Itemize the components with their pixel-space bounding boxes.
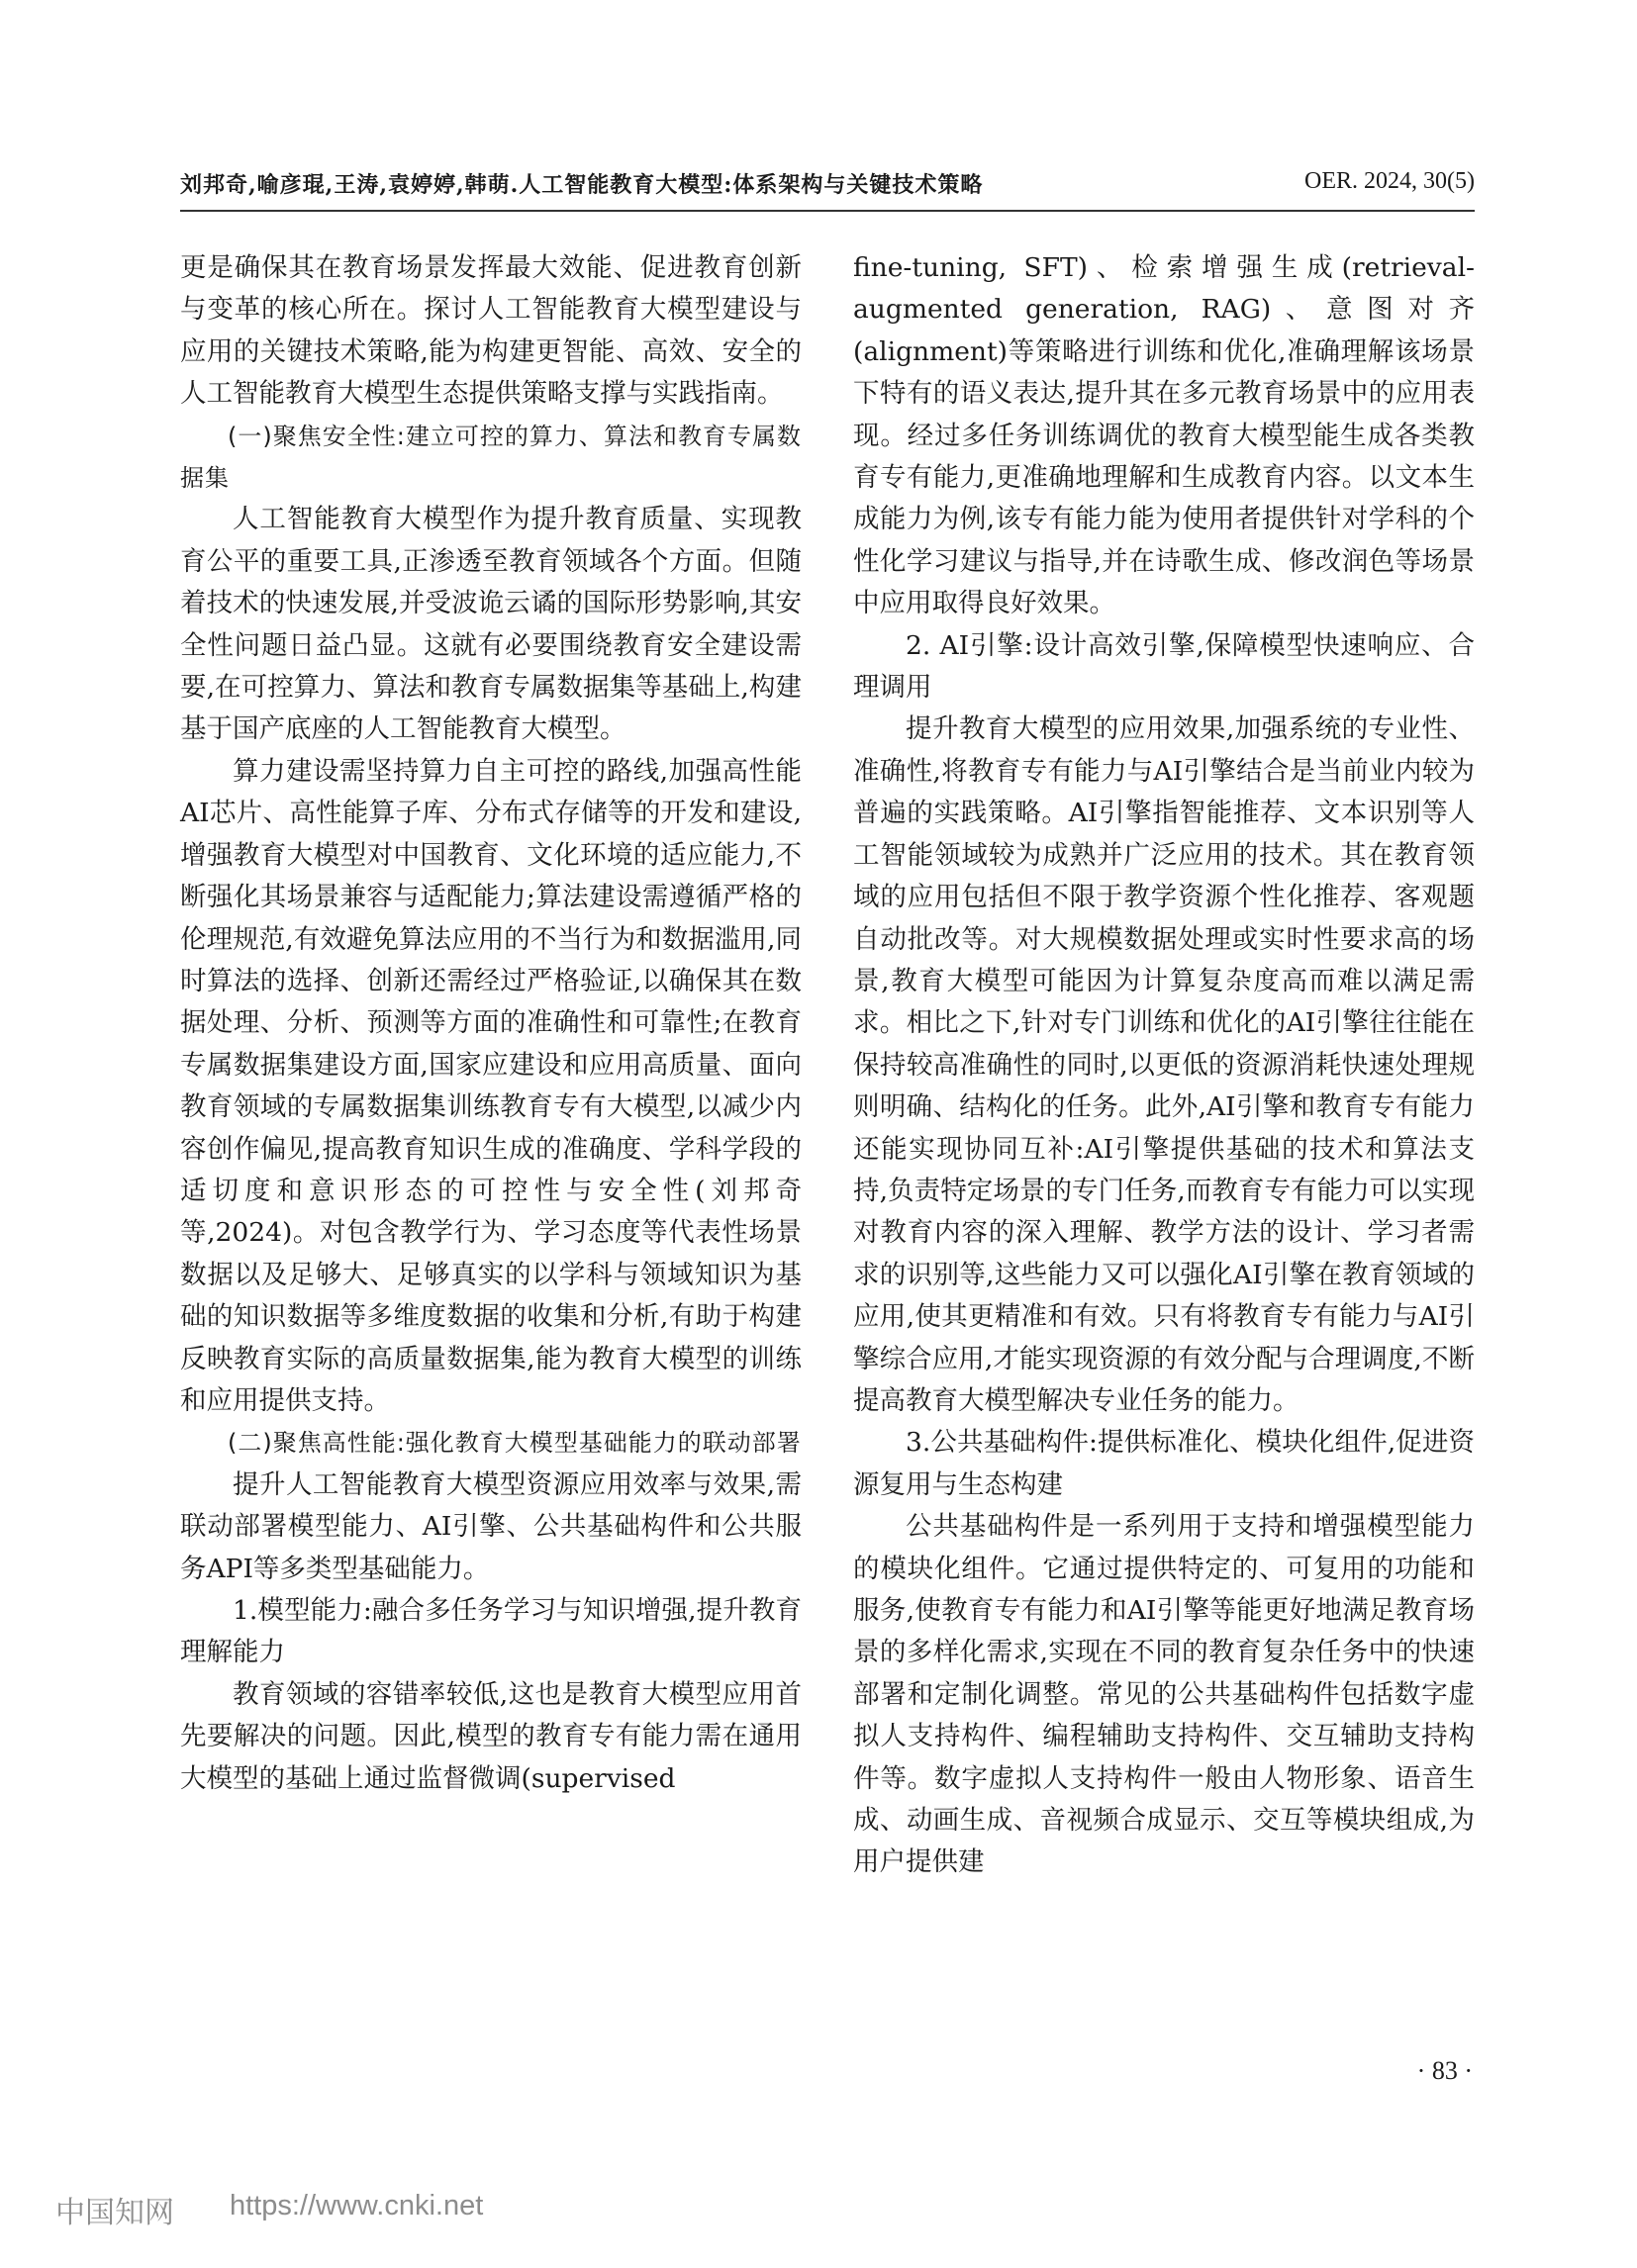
header-citation: 刘邦奇,喻彦琨,王涛,袁婷婷,韩萌.人工智能教育大模型:体系架构与关键技术策略 xyxy=(180,172,984,198)
section-heading: (一)聚焦安全性:建立可控的算力、算法和教育专属数据集 xyxy=(180,422,802,493)
body-paragraph: 人工智能教育大模型作为提升教育质量、实现教育公平的重要工具,正渗透至教育领域各个方面。但随着技术的快速发展,并受波诡云谲的国际形势影响,其安全性问题日益凸显。这就有必要围绕教育安全建设需要,在可控算力、算法和教育专属数据集等基础上,构建基于国产底座的人工智能教育大模型。 xyxy=(180,504,802,745)
header-rule xyxy=(180,210,1475,212)
body-paragraph: 算力建设需坚持算力自主可控的路线,加强高性能AI芯片、高性能算子库、分布式存储等的开发和建设,增强教育大模型对中国教育、文化环境的适应能力,不断强化其场景兼容与适配能力;算法建设需遵循严格的伦理规范,有效避免算法应用的不当行为和数据滥用,同时算法的选择、创新还需经过严格验证,以确保其在数据处理、分析、预测等方面的准确性和可靠性;在教育专属数据集建设方面,国家应建设和应用高质量、面向教育领域的专属数据集训练教育专有大模型,以减少内容创作偏见,提高教育知识生成的准确度、学科学段的适切度和意识形态的可控性与安全性(刘邦奇等,2024)。对包含教学行为、学习态度等代表性场景数据以及足够大、足够真实的以学科与领域知识为基础的知识数据等多维度数据的收集和分析,有助于构建反映教育实际的高质量数据集,能为教育大模型的训练和应用提供支持。 xyxy=(180,755,802,1416)
running-header xyxy=(180,164,1475,204)
body-paragraph: 更是确保其在教育场景发挥最大效能、促进教育创新与变革的核心所在。探讨人工智能教育大模型建设与应用的关键技术策略,能为构建更智能、高效、安全的人工智能教育大模型生态提供策略支撑与实践指南。 xyxy=(180,252,802,410)
page-number: · 83 · xyxy=(1416,2056,1473,2085)
section-heading: (二)聚焦高性能:强化教育大模型基础能力的联动部署 xyxy=(228,1429,802,1458)
cnki-url[interactable]: https://www.cnki.net xyxy=(230,2190,484,2221)
cnki-brand: 中国知网 xyxy=(55,2196,174,2230)
body-paragraph: 3.公共基础构件:提供标准化、模块化组件,促进资源复用与生态构建 xyxy=(853,1427,1475,1500)
left-column xyxy=(180,247,802,1800)
body-paragraph: 提升人工智能教育大模型资源应用效率与效果,需联动部署模型能力、AI引擎、公共基础构件和公共服务API等多类型基础能力。 xyxy=(180,1468,802,1584)
body-paragraph: 2. AI引擎:设计高效引擎,保障模型快速响应、合理调用 xyxy=(853,629,1475,704)
body-paragraph: 公共基础构件是一系列用于支持和增强模型能力的模块化组件。它通过提供特定的、可复用的功能和服务,使教育专有能力和AI引擎等能更好地满足教育场景的多样化需求,实现在不同的教育复杂任务中的快速部署和定制化调整。常见的公共基础构件包括数字虚拟人支持构件、编程辅助支持构件、交互辅助支持构件等。数字虚拟人支持构件一般由人物形象、语音生成、动画生成、音视频合成显示、交互等模块组成,为用户提供建 xyxy=(853,1511,1475,1878)
body-paragraph: 提升教育大模型的应用效果,加强系统的专业性、准确性,将教育专有能力与AI引擎结合是当前业内较为普遍的实践策略。AI引擎指智能推荐、文本识别等人工智能领域较为成熟并广泛应用的技术。其在教育领域的应用包括但不限于教学资源个性化推荐、客观题自动批改等。对大规模数据处理或实时性要求高的场景,教育大模型可能因为计算复杂度高而难以满足需求。相比之下,针对专门训练和优化的AI引擎往往能在保持较高准确性的同时,以更低的资源消耗快速处理规则明确、结构化的任务。此外,AI引擎和教育专有能力还能实现协同互补:AI引擎提供基础的技术和算法支持,负责特定场景的专门任务,而教育专有能力可以实现对教育内容的深入理解、教学方法的设计、学习者需求的识别等,这些能力又可以强化AI引擎在教育领域的应用,使其更精准和有效。只有将教育专有能力与AI引擎综合应用,才能实现资源的有效分配与合理调度,不断提高教育大模型解决专业任务的能力。 xyxy=(853,713,1475,1416)
right-column xyxy=(853,247,1475,1884)
body-paragraph: 1.模型能力:融合多任务学习与知识增强,提升教育理解能力 xyxy=(180,1595,802,1668)
body-paragraph: fine-tuning, SFT)、检索增强生成(retrieval-augmented generation, RAG)、意图对齐(alignment)等策略进行训练和优化,准确理解该场景下特有的语义表达,提升其在多元教育场景中的应用表现。经过多任务训练调优的教育大模型能生成各类教育专有能力,更准确地理解和生成教育内容。以文本生成能力为例,该专有能力能为使用者提供针对学科的个性化学习建议与指导,并在诗歌生成、修改润色等场景中应用取得良好效果。 xyxy=(853,252,1475,619)
header-journal: OER. 2024, 30(5) xyxy=(1304,168,1475,194)
body-paragraph: 教育领域的容错率较低,这也是教育大模型应用首先要解决的问题。因此,模型的教育专有能力需在通用大模型的基础上通过监督微调(supervised xyxy=(180,1678,802,1794)
